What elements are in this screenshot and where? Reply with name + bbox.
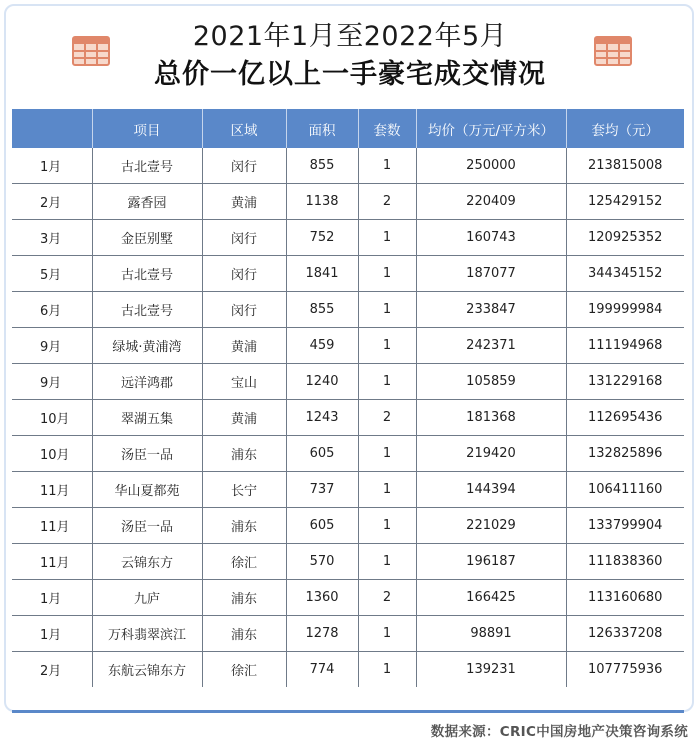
cell-avg-price: 196187 [416,544,566,580]
cell-project: 古北壹号 [92,256,202,292]
cell-district: 浦东 [202,508,286,544]
data-source: 数据来源：CRIC中国房地产决策咨询系统 [430,724,688,740]
cell-avg-per-unit: 213815008 [566,148,684,184]
table-bottom-rule [12,710,684,713]
cell-avg-price: 166425 [416,580,566,616]
cell-district: 浦东 [202,580,286,616]
cell-avg-per-unit: 133799904 [566,508,684,544]
cell-area: 570 [286,544,358,580]
cell-area: 737 [286,472,358,508]
cell-units: 1 [358,256,416,292]
cell-units: 2 [358,184,416,220]
cell-area: 605 [286,436,358,472]
table-row [12,544,684,580]
cell-district: 黄浦 [202,400,286,436]
table-row [12,508,684,544]
cell-avg-per-unit: 112695436 [566,400,684,436]
cell-district: 徐汇 [202,652,286,688]
header-area: 面积 [286,109,358,148]
header-avg-per-unit: 套均（元） [566,109,684,148]
cell-project: 汤臣一品 [92,436,202,472]
cell-area: 1278 [286,616,358,652]
table-row [12,184,684,220]
cell-project: 华山夏都苑 [92,472,202,508]
table-row [12,652,684,688]
cell-project: 露香园 [92,184,202,220]
cell-units: 1 [358,436,416,472]
table-row [12,256,684,292]
cell-project: 绿城·黄浦湾 [92,328,202,364]
cell-avg-price: 221029 [416,508,566,544]
cell-avg-price: 187077 [416,256,566,292]
cell-month: 2月 [12,652,92,688]
cell-month: 2月 [12,184,92,220]
cell-avg-price: 105859 [416,364,566,400]
cell-project: 东航云锦东方 [92,652,202,688]
cell-area: 605 [286,508,358,544]
cell-area: 1240 [286,364,358,400]
cell-avg-price: 250000 [416,148,566,184]
cell-project: 万科翡翠滨江 [92,616,202,652]
cell-avg-price: 144394 [416,472,566,508]
cell-avg-per-unit: 113160680 [566,580,684,616]
cell-avg-per-unit: 107775936 [588,662,663,677]
cell-month: 11月 [12,544,92,580]
cell-avg-price: 233847 [416,292,566,328]
cell-units: 1 [358,364,416,400]
cell-project: 汤臣一品 [92,508,202,544]
cell-district: 浦东 [202,436,286,472]
table-row [12,364,684,400]
cell-avg-price: 242371 [416,328,566,364]
cell-avg-per-unit: 344345152 [566,256,684,292]
cell-units: 2 [358,580,416,616]
cell-avg-price: 220409 [416,184,566,220]
cell-month: 11月 [12,472,92,508]
cell-project: 云锦东方 [92,544,202,580]
cell-units: 1 [358,544,416,580]
cell-area: 1360 [286,580,358,616]
cell-month: 1月 [12,580,92,616]
cell-month: 6月 [12,292,92,328]
cell-avg-price: 219420 [416,436,566,472]
cell-avg-per-unit: 131229168 [566,364,684,400]
header-units: 套数 [358,109,416,148]
cell-units: 1 [358,652,416,688]
cell-area: 1841 [286,256,358,292]
cell-avg-per-unit: 125429152 [566,184,684,220]
cell-district: 黄浦 [202,184,286,220]
cell-avg-per-unit: 132825896 [566,436,684,472]
cell-avg-per-unit: 120925352 [566,220,684,256]
cell-units: 1 [358,292,416,328]
table-row [12,328,684,364]
table-header-row [12,109,684,148]
cell-district: 闵行 [202,292,286,328]
cell-month: 5月 [12,256,92,292]
cell-avg-price: 139231 [416,652,566,688]
cell-month: 9月 [12,364,92,400]
cell-avg-price: 181368 [416,400,566,436]
cell-project: 古北壹号 [92,292,202,328]
cell-district: 徐汇 [202,544,286,580]
cell-avg-per-unit: 199999984 [566,292,684,328]
cell-month: 10月 [12,400,92,436]
cell-month: 9月 [12,328,92,364]
table-row [12,148,684,184]
transactions-table-wrapper [12,109,684,687]
cell-month: 11月 [12,508,92,544]
header-project: 项目 [92,109,202,148]
cell-avg-price: 98891 [416,616,566,652]
cell-area: 459 [286,328,358,364]
cell-district: 黄浦 [202,328,286,364]
cell-units: 1 [358,472,416,508]
cell-area: 855 [286,148,358,184]
cell-avg-per-unit: 111838360 [566,544,684,580]
title-date-range: 2021年1月至2022年5月 [192,21,508,52]
page-title: 总价一亿以上一手豪宅成交情况 [154,59,546,90]
cell-project: 九庐 [92,580,202,616]
cell-district: 宝山 [202,364,286,400]
cell-units: 1 [358,220,416,256]
table-row [12,400,684,436]
cell-units: 2 [358,400,416,436]
cell-project: 远洋鸿郡 [92,364,202,400]
cell-area: 752 [286,220,358,256]
cell-district: 闵行 [202,220,286,256]
table-row [12,616,684,652]
table-row [12,292,684,328]
cell-area: 1138 [286,184,358,220]
cell-units: 1 [358,508,416,544]
table-row [12,220,684,256]
cell-avg-per-unit: 106411160 [566,472,684,508]
cell-project: 翠湖五集 [92,400,202,436]
cell-avg-price: 160743 [416,220,566,256]
cell-units: 1 [358,616,416,652]
cell-project: 古北壹号 [92,148,202,184]
cell-month: 3月 [12,220,92,256]
cell-district: 长宁 [202,472,286,508]
cell-district: 浦东 [202,616,286,652]
transactions-table [12,109,684,687]
cell-area: 774 [286,652,358,688]
cell-month: 10月 [12,436,92,472]
table-row [12,436,684,472]
table-row [12,580,684,616]
cell-area: 855 [286,292,358,328]
cell-area: 1243 [286,400,358,436]
table-row [12,472,684,508]
cell-month: 1月 [12,148,92,184]
header-month [12,109,92,148]
cell-avg-per-unit: 126337208 [566,616,684,652]
cell-units: 1 [358,148,416,184]
cell-avg-per-unit: 111194968 [566,328,684,364]
cell-project: 金臣别墅 [92,220,202,256]
header-district: 区域 [202,109,286,148]
cell-district: 闵行 [202,256,286,292]
header-avg-price: 均价（万元/平方米） [416,109,566,148]
cell-units: 1 [358,328,416,364]
cell-district: 闵行 [202,148,286,184]
cell-month: 1月 [12,616,92,652]
